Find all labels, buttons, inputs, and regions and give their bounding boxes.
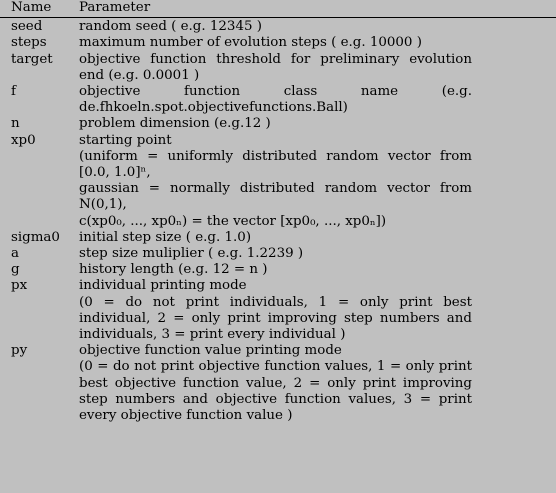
param-description <box>79 35 556 51</box>
description-line: objective function threshold for preliminary evolution end (e.g. 0.0001 ) <box>79 51 472 83</box>
description-line: objective function value printing mode <box>79 343 342 359</box>
description-line: gaussian = normally distributed random vector from N(0,1), <box>79 181 472 213</box>
param-name: g <box>11 262 20 278</box>
param-name: target <box>11 51 53 67</box>
description-line: initial step size ( e.g. 1.0) <box>79 229 252 245</box>
table-row <box>0 116 556 132</box>
description-line: (uniform = uniformly distributed random vector from [0.0, 1.0]ⁿ, <box>79 148 472 181</box>
param-name: n <box>11 116 20 132</box>
table-row <box>0 35 556 51</box>
param-name: sigma0 <box>11 229 60 245</box>
table-row <box>0 18 556 36</box>
table-row <box>0 246 556 262</box>
description-line: maximum number of evolution steps ( e.g. 10000 ) <box>79 35 422 51</box>
param-name: steps <box>11 35 47 51</box>
param-description <box>79 116 556 132</box>
table-body <box>0 18 556 425</box>
description-line: starting point <box>79 132 172 148</box>
table-row <box>0 84 556 116</box>
table-row <box>0 343 556 424</box>
param-description <box>79 18 556 36</box>
column-header-name: Name <box>0 0 79 18</box>
description-line: step size muliplier ( e.g. 1.2239 ) <box>79 246 304 262</box>
description-line: c(xp0₀, ..., xp0ₙ) = the vector [xp0₀, ..., xp0ₙ]) <box>79 213 387 229</box>
table-row <box>0 262 556 278</box>
param-name: f <box>11 84 16 100</box>
table-row <box>0 278 556 343</box>
header-row <box>0 0 556 18</box>
param-description <box>79 262 556 278</box>
table-row <box>0 52 556 84</box>
column-header-parameter: Parameter <box>79 0 556 18</box>
description-line: (0 = do not print individuals, 1 = only print best individual, 2 = only print improving step numbers and individuals, 3 = print every individual ) <box>79 294 472 343</box>
description-line: (0 = do not print objective function values, 1 = only print best objective function value, 2 = only print improving step numbers and objective function values, 3 = print every objective function value ) <box>79 359 472 424</box>
description-line: individual printing mode <box>79 278 247 294</box>
param-name: py <box>11 343 28 359</box>
param-description <box>79 52 556 84</box>
description-line: random seed ( e.g. 12345 ) <box>79 19 262 35</box>
table-row <box>0 230 556 246</box>
param-name: px <box>11 278 28 294</box>
description-line: objective function class name (e.g. de.fhkoeln.spot.objectivefunctions.Ball) <box>79 84 472 116</box>
param-description <box>79 84 556 116</box>
description-line: problem dimension (e.g.12 ) <box>79 116 271 132</box>
table-header <box>0 0 556 18</box>
param-description <box>79 133 556 230</box>
param-description <box>79 230 556 246</box>
param-name: xp0 <box>11 132 36 148</box>
table-row <box>0 133 556 230</box>
description-line: history length (e.g. 12 = n ) <box>79 262 268 278</box>
param-description <box>79 246 556 262</box>
param-description <box>79 278 556 343</box>
param-name: seed <box>11 19 43 35</box>
param-description <box>79 343 556 424</box>
param-name: a <box>11 246 19 262</box>
